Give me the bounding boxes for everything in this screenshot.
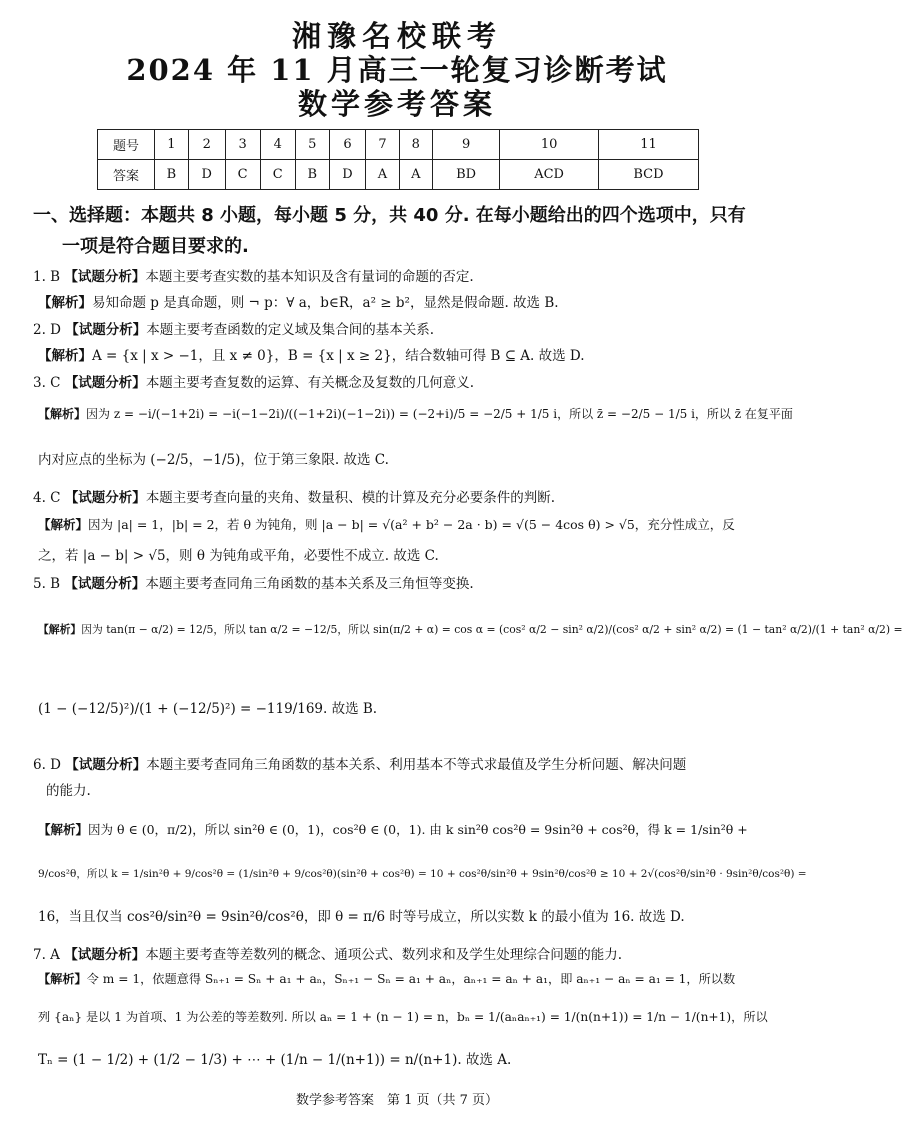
answer-key-table [97,129,699,190]
q6-solution-part-a: 因为 θ ∈ (0，π/2)，所以 sin²θ ∈ (0，1)，cos²θ ∈ (0，1). 由 k sin²θ cos²θ = 9sin²θ + cos²θ，得 k = 1/sin²θ + [88,822,748,837]
q7-solution-line-3: Tₙ = (1 − 1/2) + (1/2 − 1/3) + ⋯ + (1/n − 1/(n+1)) = n/(n+1). 故选 A. [38,1052,512,1068]
q6-analysis-part-a: 本题主要考查同角三角函数的基本关系、利用基本不等式求最值及学生分析问题、解决问题 [146,757,687,773]
question-number-cell: 8 [399,130,432,160]
q1-solution-line [38,291,559,311]
question-number-cell: 7 [366,130,399,160]
q4-analysis: 本题主要考查向量的夹角、数量积、模的计算及充分必要条件的判断. [145,490,556,506]
q3-number: 3. C [33,375,61,391]
analysis-tag: 【试题分析】 [64,269,146,285]
question-number-cell: 5 [295,130,329,160]
question-number-cell: 11 [598,130,698,160]
q5-solution-part-a: 因为 tan(π − α/2) = 12/5，所以 tan α/2 = −12/5，所以 sin(π/2 + α) = cos α = (cos² α/2 − sin² α/2)/(cos² α/2 + sin² α/2) = (1 − tan² α/2)/(1 + tan² α/2) = [81,623,903,636]
q3-solution-line-1 [38,405,793,422]
q3-analysis-line [33,371,474,391]
q7-analysis: 本题主要考查等差数列的概念、通项公式、数列求和及学生处理综合问题的能力. [145,947,623,963]
analysis-tag: 【试题分析】 [64,375,146,391]
solution-tag: 【解析】 [38,407,87,421]
q1-analysis: 本题主要考查实数的基本知识及含有量词的命题的否定. [145,269,474,285]
q6-analysis-line [33,753,686,773]
answer-row [98,160,699,190]
solution-tag: 【解析】 [38,295,92,311]
q6-solution-line-1 [38,820,748,838]
q3-solution-line-2: 内对应点的坐标为 (−2/5，−1/5)，位于第三象限. 故选 C. [38,452,389,468]
row-label-question-number: 题号 [98,130,155,160]
q7-analysis-line [33,943,622,963]
answer-cell: ACD [500,160,599,190]
solution-tag: 【解析】 [38,517,89,532]
q2-analysis: 本题主要考查函数的定义域及集合间的基本关系. [146,322,435,338]
q2-solution: A = {x | x > −1，且 x ≠ 0}，B = {x | x ≥ 2}，结合数轴可得 B ⊆ A. 故选 D. [92,348,585,364]
answer-cell: D [329,160,366,190]
q4-number: 4. C [33,490,61,506]
analysis-tag: 【试题分析】 [64,576,146,592]
analysis-tag: 【试题分析】 [65,322,147,338]
q2-number: 2. D [33,322,61,338]
analysis-tag: 【试题分析】 [64,947,146,963]
answer-cell: A [366,160,399,190]
answer-cell: A [399,160,432,190]
page-footer: 数学参考答案 第 1 页（共 7 页） [295,1093,499,1108]
q7-solution-line-2: 列 {aₙ} 是以 1 为首项、1 为公差的等差数列. 所以 aₙ = 1 + (n − 1) = n，bₙ = 1/(aₙaₙ₊₁) = 1/(n(n+1)) = 1/n − 1/(n+1)，所以 [38,1010,768,1024]
question-number-cell: 4 [260,130,295,160]
q7-number: 7. A [33,947,60,963]
q7-solution-line-1 [38,970,735,987]
q4-solution-line-1 [38,515,735,533]
question-number-cell: 1 [155,130,189,160]
solution-tag: 【解析】 [38,348,92,364]
question-number-row [98,130,699,160]
analysis-tag: 【试题分析】 [65,757,147,773]
q1-analysis-line [33,265,474,285]
solution-tag: 【解析】 [38,822,89,837]
q6-solution-line-2: 9/cos²θ，所以 k = 1/sin²θ + 9/cos²θ = (1/sin²θ + 9/cos²θ)(sin²θ + cos²θ) = 10 + cos²θ/sin²θ + 9sin²θ/cos²θ ≥ 10 + 2√(cos²θ/sin²θ · 9sin²θ/cos²θ) = [38,868,807,880]
q6-analysis-line-2: 的能力. [46,783,91,799]
question-number-cell: 3 [225,130,260,160]
answer-cell: BCD [598,160,698,190]
answer-cell: B [155,160,189,190]
question-number-cell: 6 [329,130,366,160]
document-title: 数学参考答案 [297,87,496,121]
solution-tag: 【解析】 [38,972,87,986]
q2-solution-line [38,344,585,364]
q7-solution-part-a: 令 m = 1，依题意得 Sₙ₊₁ = Sₙ + a₁ + aₙ，Sₙ₊₁ − Sₙ = a₁ + aₙ，aₙ₊₁ = aₙ + a₁，即 aₙ₊₁ − aₙ = a₁ = 1，所以数 [86,972,736,986]
exam-organizer-title: 湘豫名校联考 [291,19,502,53]
question-number-cell: 9 [432,130,499,160]
q1-number: 1. B [33,269,61,285]
answer-cell: BD [432,160,499,190]
question-number-cell: 10 [500,130,599,160]
answer-cell: C [260,160,295,190]
solution-tag: 【解析】 [38,623,82,636]
q4-solution-line-2: 之，若 |a − b| > √5，则 θ 为钝角或平角，必要性不成立. 故选 C. [38,548,439,564]
analysis-tag: 【试题分析】 [64,490,146,506]
q2-analysis-line [33,318,434,338]
answer-cell: C [225,160,260,190]
q4-analysis-line [33,486,555,506]
q3-analysis: 本题主要考查复数的运算、有关概念及复数的几何意义. [145,375,475,391]
answer-cell: B [295,160,329,190]
q5-analysis-line [33,572,474,592]
question-number-cell: 2 [188,130,225,160]
exam-name-title: 2024 年 11 月高三一轮复习诊断考试 [126,53,668,87]
section-heading-continued: 一项是符合题目要求的. [62,236,249,257]
q3-solution-part-a: 因为 z = −i/(−1+2i) = −i(−1−2i)/((−1+2i)(−1−2i)) = (−2+i)/5 = −2/5 + 1/5 i，所以 z̄ = −2/5 − 1/5 i，所以 z̄ 在复平面 [86,407,793,421]
row-label-answer: 答案 [98,160,155,190]
q5-solution-line-1 [38,622,903,637]
section-heading: 一、选择题：本题共 8 小题，每小题 5 分，共 40 分. 在每小题给出的四个选项中，只有 [33,205,746,226]
q5-analysis: 本题主要考查同角三角函数的基本关系及三角恒等变换. [145,576,474,592]
q5-solution-line-2: (1 − (−12/5)²)/(1 + (−12/5)²) = −119/169. 故选 B. [38,701,378,717]
q1-solution: 易知命题 p 是真命题，则 ¬ p：∀ a，b∈R，a² ≥ b²，显然是假命题. 故选 B. [92,295,559,311]
answer-cell: D [188,160,225,190]
q4-solution-part-a: 因为 |a| = 1，|b| = 2，若 θ 为钝角，则 |a − b| = √(a² + b² − 2a · b) = √(5 − 4cos θ) > √5，充分性成立，反 [88,517,735,532]
q5-number: 5. B [33,576,61,592]
q6-solution-line-3: 16，当且仅当 cos²θ/sin²θ = 9sin²θ/cos²θ，即 θ = π/6 时等号成立，所以实数 k 的最小值为 16. 故选 D. [38,909,685,925]
q6-number: 6. D [33,757,61,773]
